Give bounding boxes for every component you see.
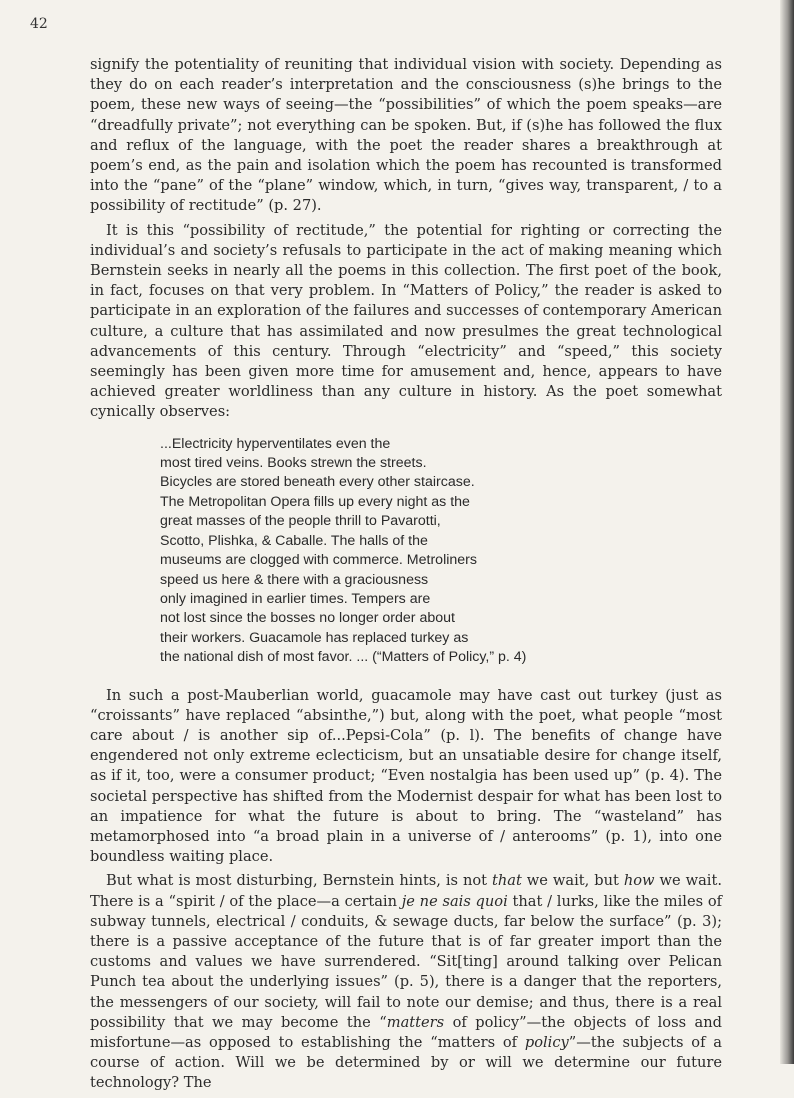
- quote-line: only imagined in earlier times. Tempers are: [160, 590, 431, 607]
- quote-line: not lost since the bosses no longer order about: [160, 610, 455, 627]
- quote-line: Scotto, Plishka, & Caballe. The halls of the: [160, 532, 428, 549]
- block-quote: [160, 435, 722, 668]
- paragraph-4-text: that / lurks, like the miles of subway tunnels, electrical / conduits, & sewage ducts, far below the surface” (p. 3); there is a passive acceptance of the future that is of far greater import than the customs and values we have surrendered. “Sit[ting] around talking over Pelican Punch tea about the underlying issues” (p. 5), there is a danger that the reporters, the messengers of our society, will fail to note our demise; and thus, there is a real possibility that we may become the “: [90, 892, 723, 1031]
- page-edge-shadow: [780, 0, 794, 1064]
- quote-line: ...Electricity hyperventilates even the: [160, 435, 391, 452]
- quote-line: speed us here & there with a graciousness: [160, 571, 429, 588]
- paragraph-3: In such a post-Mauberlian world, guacamole may have cast out turkey (just as “croissants” have replaced “absinthe,”) but, along with the poet, what people “most care about / is another sip of...Pepsi-Cola” (p. l). The benefits of change have engendered not only extreme eclecticism, but an unsatiable desire for change itself, as if it, too, were a consumer product; “Even nostalgia has been used up” (p. 4). The societal perspective has shifted from the Modernist despair for what has been lost to an impatience for what the future is about to bring. The “wasteland” has metamorphosed into “a broad plain in a universe of / anterooms” (p. 1), into one boundless waiting place.: [90, 686, 722, 866]
- emphasis-how: how: [623, 872, 655, 890]
- quote-line: The Metropolitan Opera fills up every night as the: [160, 493, 470, 510]
- paragraph-1: signify the potentiality of reuniting that individual vision with society. Depending as they do on each reader’s interpretation and the consciousness (s)he brings to the poem, these new ways of seeing—the “possibilities” of which the poem speaks—are “dreadfully private”; not everything can be spoken. But, if (s)he has followed the flux and reflux of the language, with the poet the reader shares a breakthrough at poem’s end, as the pain and isolation which the poem has recounted is transformed into the “pane” of the “plane” window, which, in turn, “gives way, transparent, / to a possibility of rectitude” (p. 27).: [90, 56, 722, 215]
- emphasis-je-ne-sais-quoi: je ne sais quoi: [401, 892, 508, 910]
- paragraph-2: It is this “possibility of rectitude,” the potential for righting or correcting the individual’s and society’s refusals to participate in the act of making meaning which Bernstein seeks in nearly all the poems in this collection. The first poet of the book, in fact, focuses on that very problem. In “Matters of Policy,” the reader is asked to participate in an exploration of the failures and successes of contemporary American culture, a culture that has assimilated and now presulmes the great technological advancements of this century. Through “electricity” and “speed,” this society seemingly has been given more time for amusement and, hence, appears to have achieved greater worldliness than any culture in history. As the poet somewhat cynically observes:: [90, 221, 722, 421]
- quote-line: Bicycles are stored beneath every other staircase.: [160, 474, 475, 491]
- page-number: 42: [30, 16, 48, 32]
- paragraph-4-text: we wait. There is a “spirit / of the place—a certain: [90, 872, 722, 910]
- body-text: [90, 55, 722, 1098]
- emphasis-that: that: [491, 872, 522, 890]
- quote-line: museums are clogged with commerce. Metroliners: [160, 552, 477, 569]
- emphasis-matters: matters: [386, 1013, 445, 1031]
- quote-line: their workers. Guacamole has replaced turkey as: [160, 629, 469, 646]
- paragraph-4-text: ”—the subjects of a course of action. Will we be determined by or will we determine our future technology? The: [90, 1033, 722, 1092]
- quote-line: the national dish of most favor. ... (“Matters of Policy,” p. 4): [160, 649, 527, 666]
- paragraph-4-text: of policy”—the objects of loss and misfortune—as opposed to establishing the “matters of: [90, 1013, 722, 1051]
- quote-line: great masses of the people thrill to Pavarotti,: [160, 513, 441, 530]
- paragraph-4-text: But what is most disturbing, Bernstein hints, is not: [106, 872, 492, 890]
- quote-line: most tired veins. Books strewn the streets.: [160, 455, 427, 472]
- emphasis-policy: policy: [524, 1033, 569, 1051]
- paragraph-4: [90, 871, 722, 1093]
- paragraph-4-text: we wait, but: [521, 872, 624, 890]
